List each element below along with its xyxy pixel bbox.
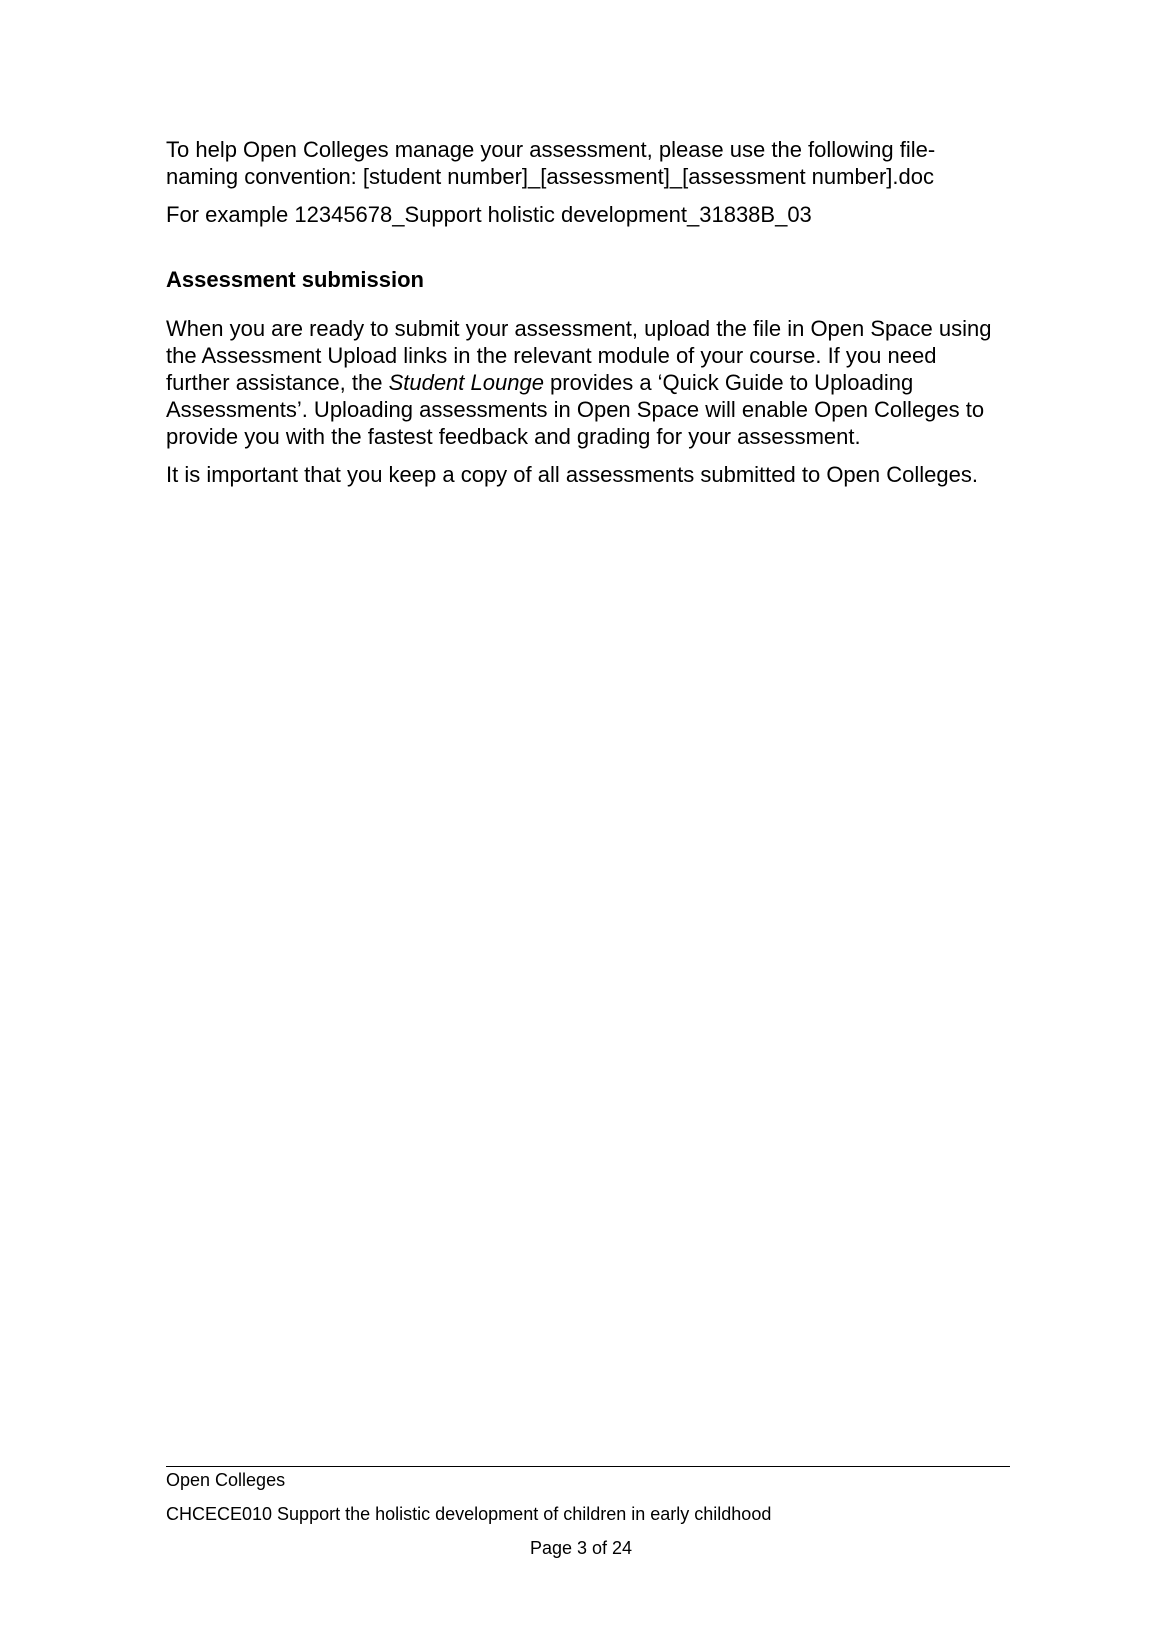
footer-organization: Open Colleges <box>166 1470 286 1490</box>
file-naming-example: For example 12345678_Support holistic development_31838B_03 <box>166 202 812 227</box>
student-lounge-term: Student Lounge <box>388 370 544 395</box>
document-body <box>166 136 1006 499</box>
page-number: Page 3 of 24 <box>529 1538 633 1558</box>
submission-text-start: When you are ready to submit your assessment, upload the file in Open Space using the Assessment Upload links in the relevant module of your course. If you need further assistance, the <box>166 316 992 395</box>
keep-copy-paragraph: It is important that you keep a copy of all assessments submitted to Open Colleges. <box>166 462 978 487</box>
footer-unit-title: CHCECE010 Support the holistic development of children in early childhood <box>166 1504 772 1524</box>
page-footer <box>166 1466 1010 1559</box>
submission-text-end: provides a ‘Quick Guide to Uploading Assessments’. Uploading assessments in Open Space will enable Open Colleges to provide you with the fastest feedback and grading for your assessment. <box>166 370 985 449</box>
file-naming-paragraph: To help Open Colleges manage your assessment, please use the following file-naming convention: [student number]_[assessment]_[assessment number].doc <box>166 137 936 189</box>
submission-paragraph <box>166 315 1006 450</box>
section-heading: Assessment submission <box>166 267 424 292</box>
